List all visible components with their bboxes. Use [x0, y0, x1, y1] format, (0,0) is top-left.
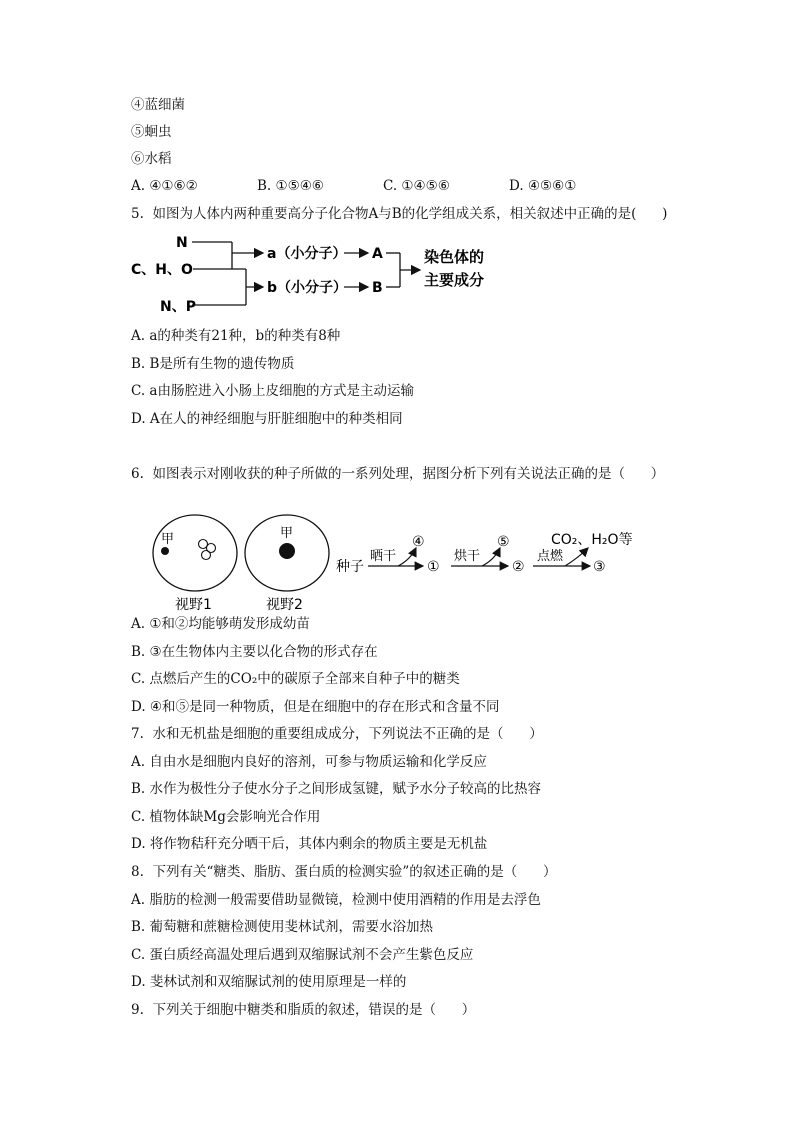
- q4-option-b[interactable]: B. ①⑤④⑥: [257, 178, 324, 194]
- view2-label: 视野2: [266, 597, 303, 613]
- view2-jia: 甲: [280, 526, 294, 541]
- q8-option-d[interactable]: D. 斐林试剂和双缩脲试剂的使用原理是一样的: [131, 974, 407, 990]
- circle-3: ③: [593, 559, 606, 575]
- view1-label: 视野1: [175, 597, 212, 613]
- step3-label: 点燃: [537, 549, 564, 564]
- q8-stem: 8. 下列有关“糖类、脂肪、蛋白质的检测实验”的叙述正确的是（ ）: [131, 864, 557, 880]
- q6-option-c[interactable]: C. 点燃后产生的CO₂中的碳原子全部来自种子中的糖类: [131, 671, 460, 687]
- q5-a-label: a（小分子）: [267, 246, 347, 262]
- q7-option-d[interactable]: D. 将作物秸秆充分晒干后，其体内剩余的物质主要是无机盐: [131, 836, 488, 852]
- q5-option-a[interactable]: A. a的种类有21种，b的种类有8种: [131, 328, 341, 344]
- q7-option-b[interactable]: B. 水作为极性分子使水分子之间形成氢键，赋予水分子较高的比热容: [131, 781, 542, 797]
- q4-option-c[interactable]: C. ①④⑤⑥: [383, 178, 450, 194]
- q8-option-c[interactable]: C. 蛋白质经高温处理后遇到双缩脲试剂不会产生紫色反应: [131, 947, 474, 963]
- q5-result-line1: 染色体的: [424, 248, 485, 266]
- q4-options: [131, 178, 691, 196]
- q8-option-b[interactable]: B. 葡萄糖和蔗糖检测使用斐林试剂，需要水浴加热: [131, 919, 434, 935]
- q5-option-d[interactable]: D. A在人的神经细胞与肝脏细胞中的种类相同: [131, 411, 403, 427]
- q9-stem: 9. 下列关于细胞中糖类和脂质的叙述，错误的是（ ）: [131, 1002, 476, 1018]
- q5-cho-label: C、H、O: [131, 262, 193, 278]
- q5-big-a: A: [372, 246, 383, 262]
- q6-option-a[interactable]: A. ①和②均能够萌发形成幼苗: [131, 616, 310, 632]
- q5-b-label: b（小分子）: [267, 280, 348, 296]
- q5-option-b[interactable]: B. B是所有生物的遗传物质: [131, 356, 295, 372]
- q5-option-c[interactable]: C. a由肠腔进入小肠上皮细胞的方式是主动运输: [131, 383, 414, 399]
- list-item: ④蓝细菌: [131, 97, 185, 113]
- list-item: ⑤蛔虫: [131, 124, 172, 140]
- q8-option-a[interactable]: A. 脂肪的检测一般需要借助显微镜，检测中使用酒精的作用是去浮色: [131, 892, 541, 908]
- view2-cell: [245, 515, 329, 591]
- q6-option-d[interactable]: D. ④和⑤是同一种物质，但是在细胞中的存在形式和含量不同: [131, 699, 500, 715]
- q7-stem: 7. 水和无机盐是细胞的重要组成成分，下列说法不正确的是（ ）: [131, 726, 543, 742]
- circle-5: ⑤: [497, 534, 510, 550]
- q5-stem: 5. 如图为人体内两种重要高分子化合物A与B的化学组成关系，相关叙述中正确的是( ): [131, 206, 668, 222]
- q5-np-label: N、P: [160, 299, 196, 315]
- q7-option-a[interactable]: A. 自由水是细胞内良好的溶剂，可参与物质运输和化学反应: [131, 754, 487, 770]
- products-label: CO₂、H₂O等: [551, 532, 633, 548]
- q5-big-b: B: [372, 280, 383, 296]
- view1-jia: 甲: [161, 532, 175, 547]
- q5-result-line2: 主要成分: [424, 271, 485, 289]
- q4-option-d[interactable]: D. ④⑤⑥①: [509, 178, 577, 194]
- circle-1: ①: [427, 559, 440, 575]
- q6-stem: 6. 如图表示对刚收获的种子所做的一系列处理，据图分析下列有关说法正确的是（ ）: [131, 466, 665, 482]
- circle-2: ②: [512, 559, 525, 575]
- step1-label: 晒干: [370, 549, 397, 564]
- q7-option-c[interactable]: C. 植物体缺Mg会影响光合作用: [131, 809, 321, 825]
- q6-option-b[interactable]: B. ③在生物体内主要以化合物的形式存在: [131, 644, 378, 660]
- q5-n-label: N: [176, 235, 188, 251]
- list-item: ⑥水稻: [131, 151, 172, 167]
- step2-label: 烘干: [454, 549, 481, 564]
- view1-cell: [153, 515, 237, 591]
- seed-label: 种子: [336, 559, 364, 575]
- q4-option-a[interactable]: A. ④①⑥②: [131, 178, 198, 194]
- circle-4: ④: [412, 534, 425, 550]
